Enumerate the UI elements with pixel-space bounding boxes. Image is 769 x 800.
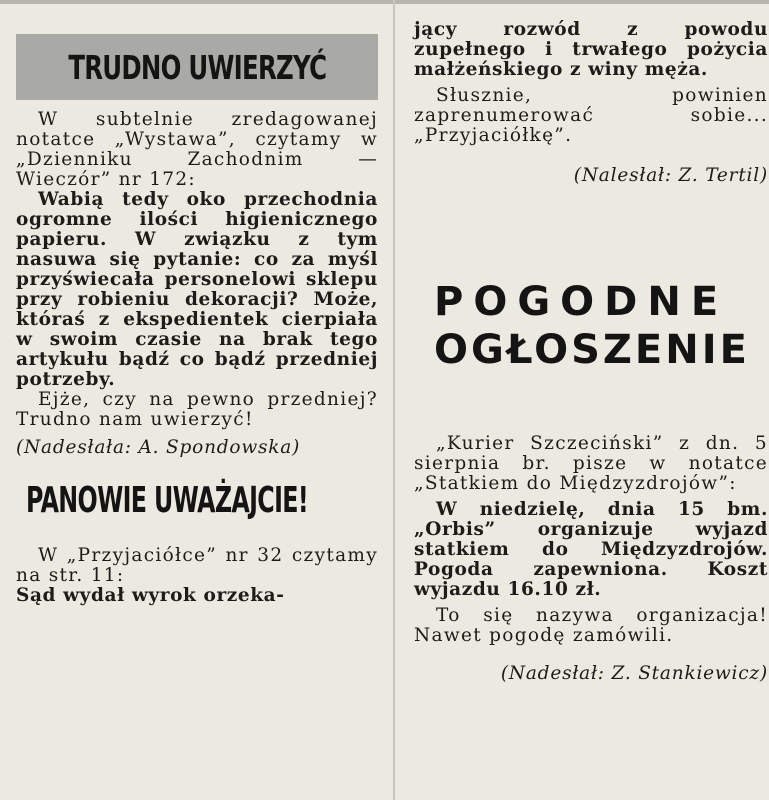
article2-comment: Słusznie, powinien zaprenumerować sobie... „Przyjaciółkę”. (414, 85, 768, 146)
article3-credit: (Nadesłał: Z. Stankiewicz) (500, 663, 768, 684)
article2-quote-start: Sąd wydał wyrok orzeka- (16, 585, 285, 606)
article3-quote: W niedzielę, dnia 15 bm. „Orbis” organizuje wyjazd statkiem do Międzyzdrojów. Pogoda zapewniona. Koszt wyjazdu 16.10 zł. (414, 499, 768, 600)
article2-intro: W „Przyjaciółce” nr 32 czytamy na str. 11: (16, 545, 378, 586)
article2-quote-end: jący rozwód z powodu zupełnego i trwałego pożycia małżeńskiego z winy męża. (414, 19, 768, 80)
article2-credit: (Nalesłał: Z. Tertil) (573, 165, 768, 186)
headline-panowie-uwazajcie: PANOWIE UWAŻAJCIE! (26, 480, 309, 521)
article1-quote: Wabią tedy oko przechodnia ogromne ilości higienicznego papieru. W związku z tym nasuwa się pytanie: co za myśl przyświecała personelowi sklepu przy robieniu dekoracji? Może, któraś z ekspedientek cierpiała w swoim czasie na brak tego artykułu bądź co bądź przedniej potrzeby. (16, 189, 378, 390)
top-rule (0, 0, 769, 4)
article3-comment: To się nazywa organizacja! Nawet pogodę zamówili. (414, 605, 768, 646)
headline-ogloszenie: OGŁOSZENIE (434, 327, 750, 373)
headline-pogodne: POGODNE (434, 279, 729, 325)
article1-comment: Ejże, czy na pewno przedniej? Trudno nam uwierzyć! (16, 389, 378, 430)
article3-intro: „Kurier Szczeciński” z dn. 5 sierpnia br. pisze w notatce „Statkiem do Międzyzdrojów”: (414, 433, 768, 494)
headline-trudno-uwierzyc: TRUDNO UWIERZYĆ (68, 47, 326, 87)
article1-intro: W subtelnie zredagowanej notatce „Wystawa”, czytamy w „Dzienniku Zachodnim — Wieczór” nr 172: (16, 109, 378, 190)
left-column (16, 34, 378, 606)
headline-banner (16, 34, 378, 100)
article1-credit: (Nadesłała: A. Spondowska) (16, 437, 301, 458)
column-divider (393, 0, 395, 800)
right-column (414, 20, 768, 684)
